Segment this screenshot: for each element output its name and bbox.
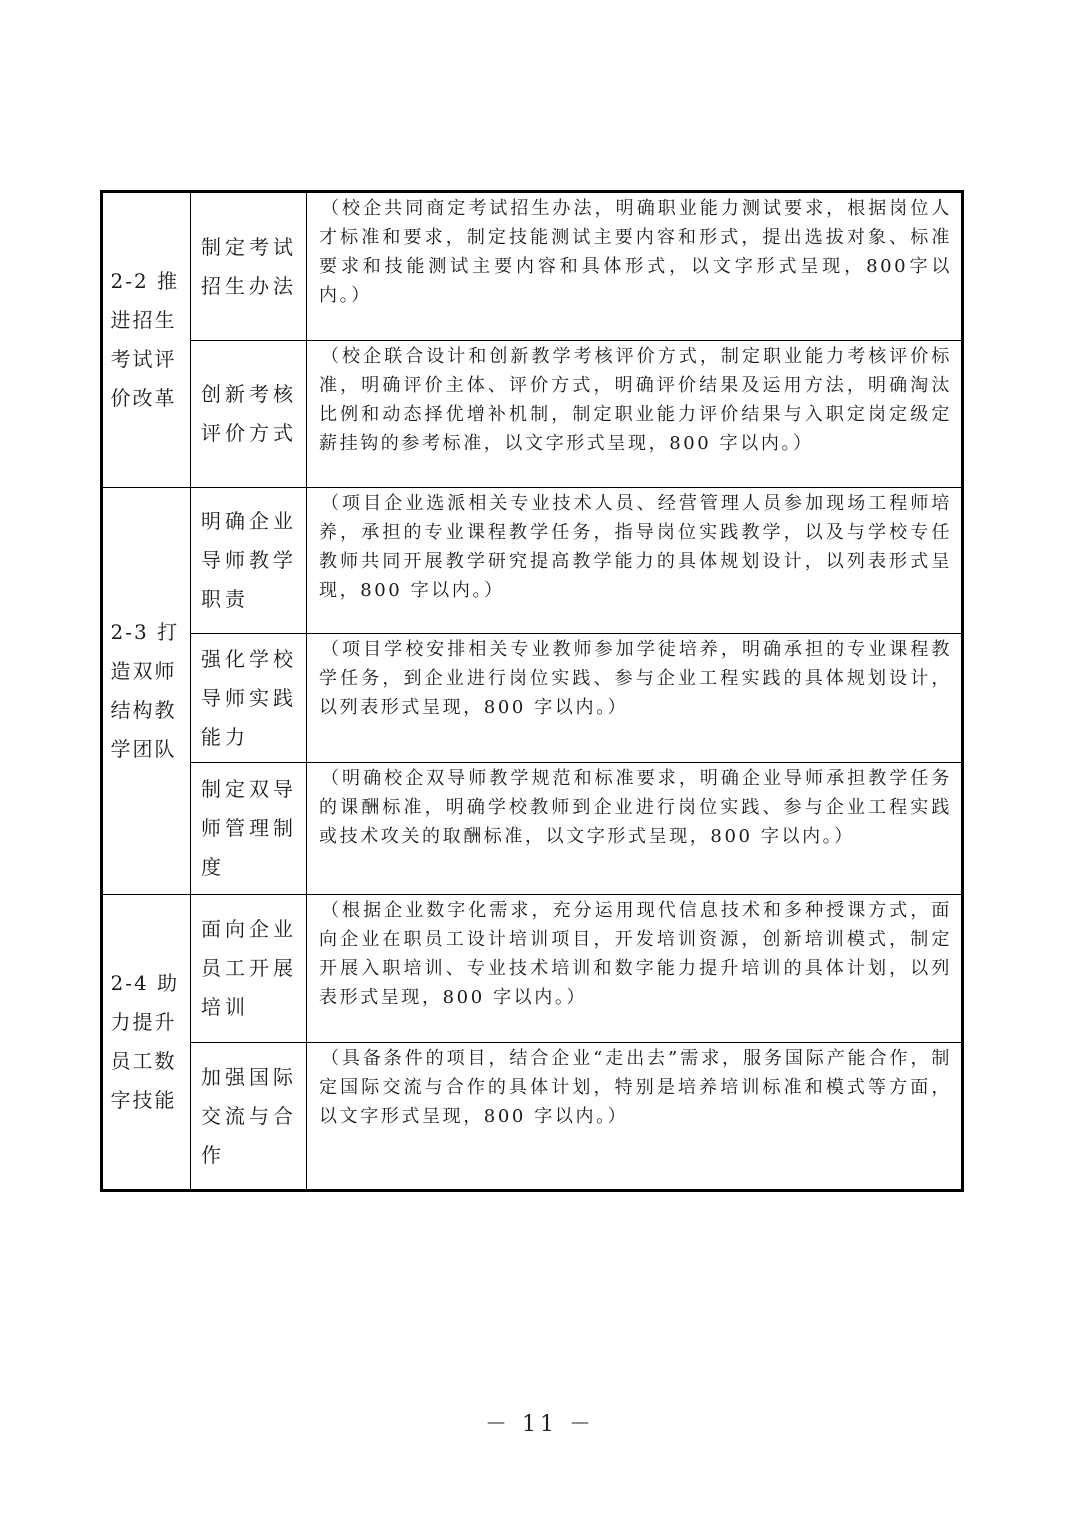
table-row — [102, 763, 963, 895]
item-cell — [191, 1043, 307, 1191]
category-label: 2-3 打造双师结构教学团队 — [110, 620, 180, 761]
category-label: 2-2 推进招生考试评价改革 — [110, 269, 180, 410]
description-cell — [307, 763, 963, 895]
item-label: 面向企业员工开展培训 — [201, 917, 297, 1019]
item-description: （项目学校安排相关专业教师参加学徒培养，明确承担的专业课程教学任务，到企业进行岗位实践、参与企业工程实践的具体规划设计，以列表形式呈现，800 字以内。） — [319, 639, 952, 718]
item-description: （明确校企双导师教学规范和标准要求，明确企业导师承担教学任务的课酬标准，明确学校教师到企业进行岗位实践、参与企业工程实践或技术攻关的取酬标准，以文字形式呈现，800 字以内。） — [319, 768, 952, 847]
content-table — [100, 190, 964, 1192]
item-description: （根据企业数字化需求，充分运用现代信息技术和多种授课方式，面向企业在职员工设计培训项目，开发培训资源，创新培训模式，制定开展入职培训、专业技术培训和数字能力提升培训的具体计划，以列表形式呈现，800 字以内。） — [319, 900, 952, 1008]
item-cell — [191, 895, 307, 1043]
description-cell — [307, 341, 963, 488]
item-label: 加强国际交流与合作 — [201, 1064, 297, 1167]
category-cell — [102, 895, 191, 1191]
item-cell — [191, 341, 307, 488]
item-cell — [191, 763, 307, 895]
description-cell — [307, 488, 963, 634]
table-row — [102, 895, 963, 1043]
description-cell — [307, 1043, 963, 1191]
category-label: 2-4 助力提升员工数字技能 — [110, 971, 180, 1112]
description-cell — [307, 634, 963, 763]
description-cell — [307, 895, 963, 1043]
table-row — [102, 634, 963, 763]
item-cell — [191, 634, 307, 763]
item-label: 明确企业导师教学职责 — [201, 509, 297, 611]
item-description: （校企共同商定考试招生办法，明确职业能力测试要求，根据岗位人才标准和要求，制定技能测试主要内容和形式，提出选拔对象、标准要求和技能测试主要内容和具体形式，以文字形式呈现，800字以内。） — [319, 198, 952, 306]
item-label: 制定考试招生办法 — [201, 234, 297, 298]
table-row — [102, 488, 963, 634]
item-label: 制定双导师管理制度 — [201, 777, 297, 879]
description-cell — [307, 192, 963, 341]
item-label: 创新考核评价方式 — [201, 382, 297, 445]
page-number: － 11 － — [485, 1412, 595, 1437]
item-description: （具备条件的项目，结合企业“走出去”需求，服务国际产能合作，制定国际交流与合作的具体计划，特别是培养培训标准和模式等方面，以文字形式呈现，800 字以内。） — [319, 1048, 952, 1127]
category-cell — [102, 192, 191, 488]
item-description: （项目企业选派相关专业技术人员、经营管理人员参加现场工程师培养，承担的专业课程教学任务，指导岗位实践教学，以及与学校专任教师共同开展教学研究提高教学能力的具体规划设计，以列表形式呈现，800 字以内。） — [319, 493, 952, 601]
item-description: （校企联合设计和创新教学考核评价方式，制定职业能力考核评价标准，明确评价主体、评价方式，明确评价结果及运用方法，明确淘汰比例和动态择优增补机制，制定职业能力评价结果与入职定岗定级定薪挂钩的参考标准，以文字形式呈现，800 字以内。） — [319, 346, 952, 454]
table-row — [102, 341, 963, 488]
category-cell — [102, 488, 191, 895]
table-row — [102, 192, 963, 341]
item-cell — [191, 488, 307, 634]
table-row — [102, 1043, 963, 1191]
item-label: 强化学校导师实践能力 — [201, 646, 297, 749]
item-cell — [191, 192, 307, 341]
